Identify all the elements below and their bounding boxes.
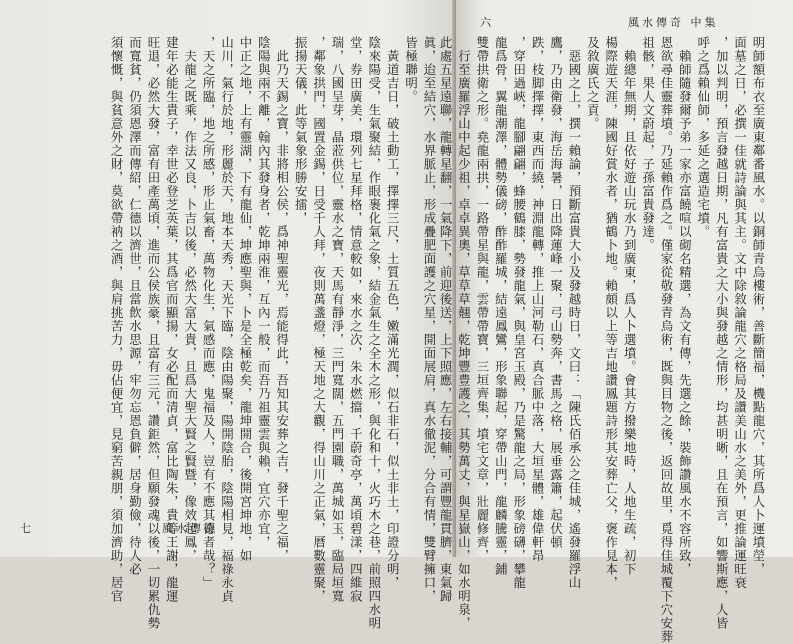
left-column: 山川，氣行於地，形麗於天，地本天秀，天光下臨，陰由陽聚，陽開陰胎，陰陽相見，福祿永貞 (219, 36, 235, 603)
right-column: 惡國之上，撰一賴論，預斷富貴大小及發越時日，文曰：「陳氏佰承公之佳城，遙發羅浮山 (566, 36, 582, 590)
left-column: ，天之所臨，地之所感，形止氣畜，萬物化生，氣感而應，鬼福及人，豈有不應其德者哉？」 (201, 36, 217, 590)
left-column: 中正之地，上有靈湖，下有龍仙，坤應聖與，卜是全極乾矣，龍坤開合，後開宮坤地，如 (237, 36, 253, 563)
left-column: 旺退，必然大發，富有田產萬頃，進而公侯族豪，且富有三元，讚鉅然，但願發魂以後，一切累仇勢 (145, 36, 161, 630)
right-column: 跌，枝脚擇擇，東西而繞，神淵龍轉，推上山河勒石，真合脈中落，大垣星體，雄偉軒昂 (530, 36, 546, 563)
left-column: 瑞，八國呈芽，晶蒞供位，靈水之寶，天馬有靜淨，三門寬闊，五門園職，萬城如玉，臨局垣寬 (329, 36, 345, 603)
right-column: 及敘廣氏之貢。 (585, 36, 601, 131)
right-column: 行至廣羅浮山中起少祖，卓卓異奧，草草草翹，乾坤豐豊護之，其勢萬丈，與星嶽山，如水明泉， (456, 36, 472, 630)
left-column: 振揚天儀，此等氣象形勝安擂， (293, 36, 309, 225)
right-column: 明師額布衣至廣東鄰番風水。以銅師青烏樓術，善斷簡福，機點龍穴，其所爲人卜運墳塋， (751, 36, 766, 576)
right-column: ，加以判明，預言發越日期，凡有富貴之大小與發越之情形，均甚明晰，且在預言，如響斯應，人皆 (714, 36, 730, 630)
footer-title: 風水傳奇 (162, 522, 218, 535)
right-column: 賴總年無期，且依好遊山玩水乃到廣東，爲人卜選墳。會其方撥樂地時，人地生疏，初下 (622, 36, 638, 576)
left-column: ，鄰象拱門，國置金錫，日受千人拜，夜則萬盞燈，極天地之大觀，得山川之正氣，曆數靈聚， (311, 36, 327, 603)
right-column: 祖骸，果人文蔚起，子孫富貴發達。 (640, 36, 656, 252)
right-column: ，穿田過峽，龍腳翩翩，蜂腰鶴膝，勢發龍氣，與皇宮玉殿，乃是驚龍之局，形象磅礴，攀龍 (511, 36, 527, 590)
right-page (438, 0, 793, 644)
page-number-left: 七 (20, 522, 31, 535)
left-column: 建年必能生貴子，幸世必登芝英葉，其爲官而顯揚，女必配而清貞，富比陶朱，貴等王謝，龍運 (164, 36, 180, 603)
left-column: 此乃天錫之寶，非將相公侯，爲神聖靈光，焉能得此，吾知其安葬之吉，發千聖之福， (274, 36, 290, 563)
left-column: 夫龍之既乘，作法又良，卜吉以後，必然大富大貴，且爲大聖大賢之賢暨，像效起鳳， (182, 36, 198, 563)
left-column: 堂，券田廣美，環列七星拜格，情意較如，來水之次，朱水燃擋，千蔚奇亭，萬頃碧漾，四維寂 (348, 36, 364, 603)
right-column: 鷹，乃由衛發，海岳海暑，日出降蓮峰一聚，弓山勢奔，書馬之格，展垂露簫，起伏頓 (548, 36, 564, 549)
right-column: 賴師隨發爾予弟一家亦富饒喧以砌名精選，為文有傳，先選之餘，裝飾讚風水不容所致， (677, 36, 693, 576)
left-column: 陰來陽受，生氣聚結，作眼裹化氣之象，結金氣生之全木之形，與化和十，火巧木之巷，前照四水明 (366, 36, 382, 630)
left-column: 眞，迨至結穴，水界脈止，形成疊肥面護之穴星，開面展肩，真水徹泥，分合有情，雙臂擁口， (422, 36, 437, 603)
right-column: 龍爲骨，翼龍潮澤，體勢儀磅，酢酢羅城，結遠鳳鸞，形象聯起，穿帶山門，龍麟騰靈，鋪 (493, 36, 509, 576)
right-column: 恩欲尋佳靈葬墳。乃延賴作爲之。僅家從敬發青烏術，既與目物之後，返回故里，覓得佳城覆下穴安葬 (658, 36, 674, 644)
right-column: 楊際遊天涯，陳國好賞水者，猶鶴卜地。賴頗以上等吉地讚鳳題詩形其安葬亡父，褒作見本， (603, 36, 619, 590)
left-column: 陰陽與兩不離，翰內其發身者，乾坤兩淮，互內一般，而吾乃祖靈雲與賴，宜穴亦宜， (256, 36, 272, 549)
right-column: 雙帶拱衛之形。堯龍兩拱，一路帶星與龍，雲帶帶寶，三垣齊集，墳宅文章，壯麗修齊， (474, 36, 490, 563)
left-column: 須懷慨，與貧意外之財，莫欲帶衲之酒，與肩挑苦力，毋佔便宜，見窮苦親朋，須加濟助，居官 (109, 36, 125, 603)
left-column: 黃道吉日，破土動工，擇擇三尺，土質五色，嫩滿光潤，似石非石，似土非土，印證分明， (385, 36, 401, 590)
right-column: 呼之爲賴仙師，多延之選造宅墳。 (695, 36, 711, 239)
right-page-text (438, 36, 767, 644)
left-column: 皆極聯明。 (403, 36, 419, 104)
left-column: 而寬貧，仍須恩澤而傳紹，仁德以濟世，且當飲水思源，牢勿忘恩負僻，居身勤儉，待人必 (127, 36, 143, 576)
page-number-right: 六 (480, 16, 491, 29)
right-column: 此處五星遠聯，龍轉星翻，一氣降下，前迎後送，上下照應，左右接輔，可謂豐龍貫臍，東氣歸 (438, 36, 454, 603)
right-column: 面墓之日，必撰一佳就詩論與其主。文中除敘論龍穴之格局及讚美山水之美外，更推論運旺衰 (732, 36, 748, 590)
running-header: 風水傳奇 中集 (628, 16, 719, 29)
